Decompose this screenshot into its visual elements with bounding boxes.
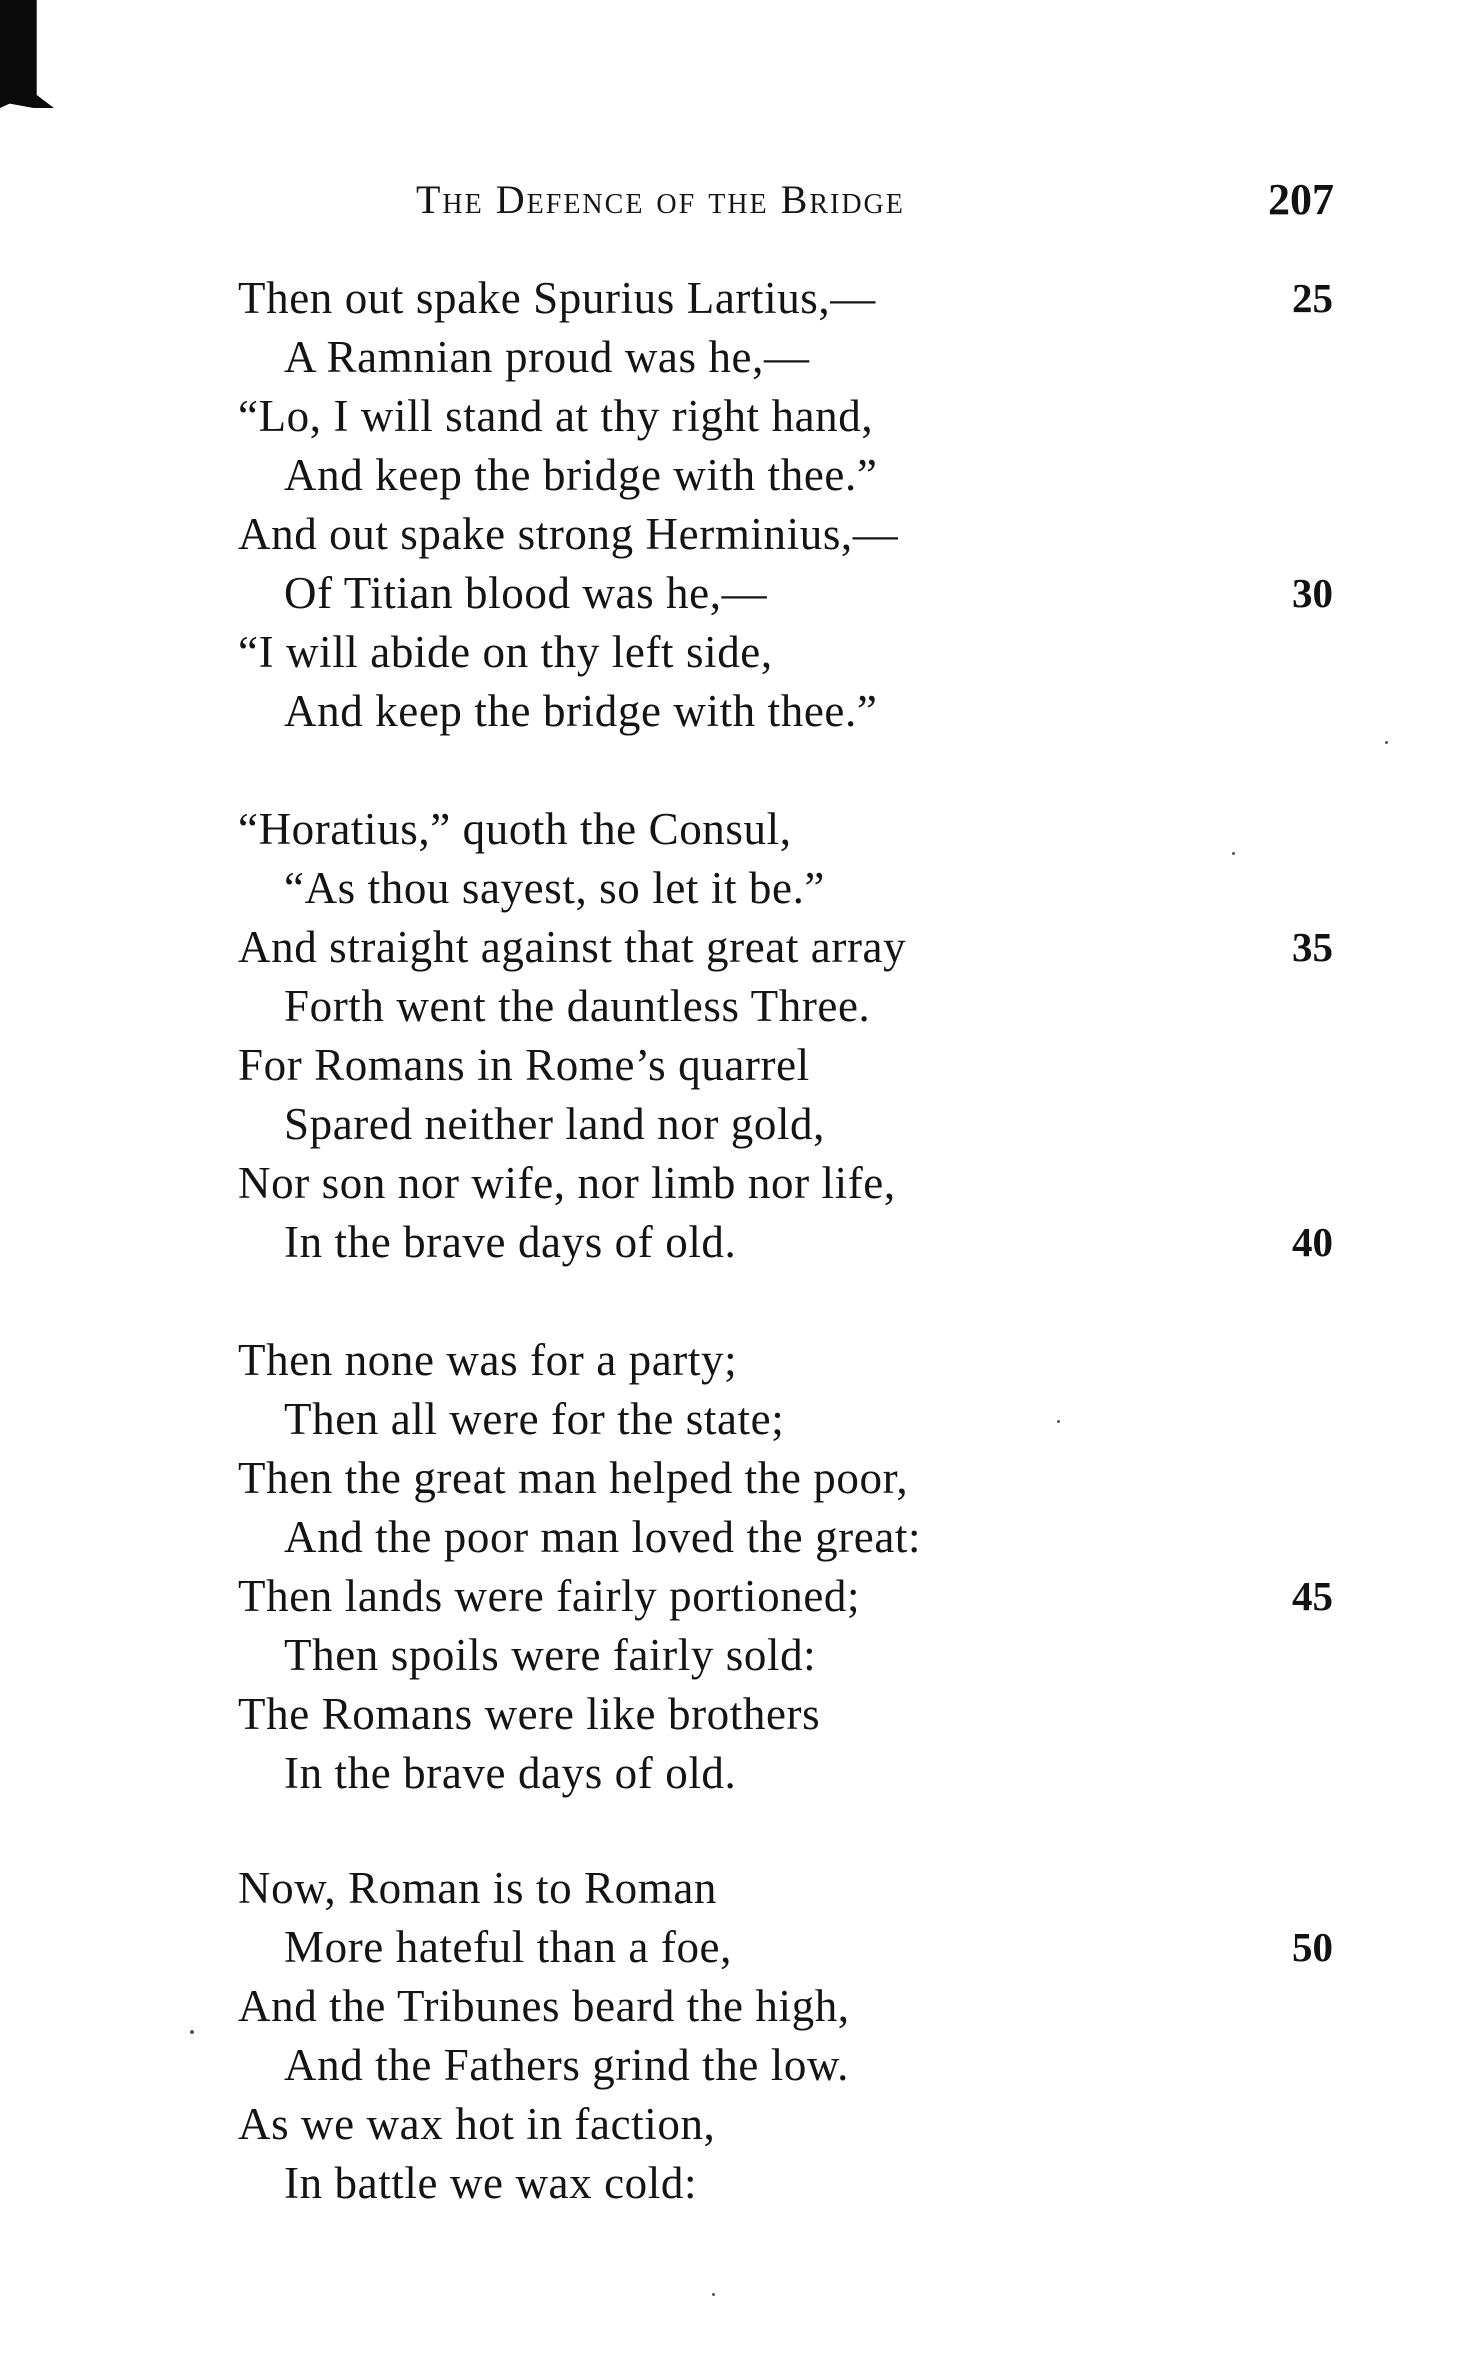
poem-line: A Ramnian proud was he,— [284,332,810,382]
poem-line: And keep the bridge with thee.” [284,686,878,736]
line-number: 35 [1292,924,1333,970]
line-number: 25 [1292,275,1333,321]
poem-line: And the Fathers grind the low. [284,2040,849,2090]
poem-line: The Romans were like brothers [238,1689,821,1739]
scan-edge-mark [0,0,54,108]
poem-line: Forth went the dauntless Three. [284,981,871,1031]
poem-line: Then all were for the state; [284,1394,785,1444]
poem-line: And straight against that great array [238,922,907,972]
poem-line: In the brave days of old. [284,1217,737,1267]
poem-line: “As thou sayest, so let it be.” [284,863,825,913]
scan-speck [1232,852,1235,855]
scan-speck [712,2293,715,2296]
poem-line: Spared neither land nor gold, [284,1099,826,1149]
page-number: 207 [1268,175,1334,224]
poem-line: Then spoils were fairly sold: [284,1630,817,1680]
poem-line: Then lands were fairly portioned; [238,1571,861,1621]
poem-line: More hateful than a foe, [284,1922,732,1972]
poem-line: “I will abide on thy left side, [238,627,773,677]
running-head: The Defence of the Bridge [416,177,905,222]
scan-speck [190,2030,194,2034]
poem-line: For Romans in Rome’s quarrel [238,1040,810,1090]
poem-line: Then out spake Spurius Lartius,— [238,273,876,323]
poem-line: “Horatius,” quoth the Consul, [238,804,792,854]
line-number: 30 [1292,570,1333,616]
line-number: 40 [1292,1219,1333,1265]
poem-line: In the brave days of old. [284,1748,737,1798]
poem-line: Nor son nor wife, nor limb nor life, [238,1158,896,1208]
poem-line: And the Tribunes beard the high, [238,1981,850,2031]
line-number: 45 [1292,1573,1333,1619]
poem-line: In battle we wax cold: [284,2158,698,2208]
scan-speck [1385,741,1388,744]
line-number: 50 [1292,1924,1333,1970]
poem-line: Then none was for a party; [238,1335,738,1385]
poem-line: And out spake strong Herminius,— [238,509,899,559]
poem-line: And the poor man loved the great: [284,1512,922,1562]
poem-line: And keep the bridge with thee.” [284,450,878,500]
poem-line: Then the great man helped the poor, [238,1453,909,1503]
poem-line: Of Titian blood was he,— [284,568,768,618]
scan-speck [1057,1420,1060,1423]
poem-line: “Lo, I will stand at thy right hand, [238,391,874,441]
poem-line: As we wax hot in faction, [238,2099,716,2149]
poem-line: Now, Roman is to Roman [238,1863,718,1913]
